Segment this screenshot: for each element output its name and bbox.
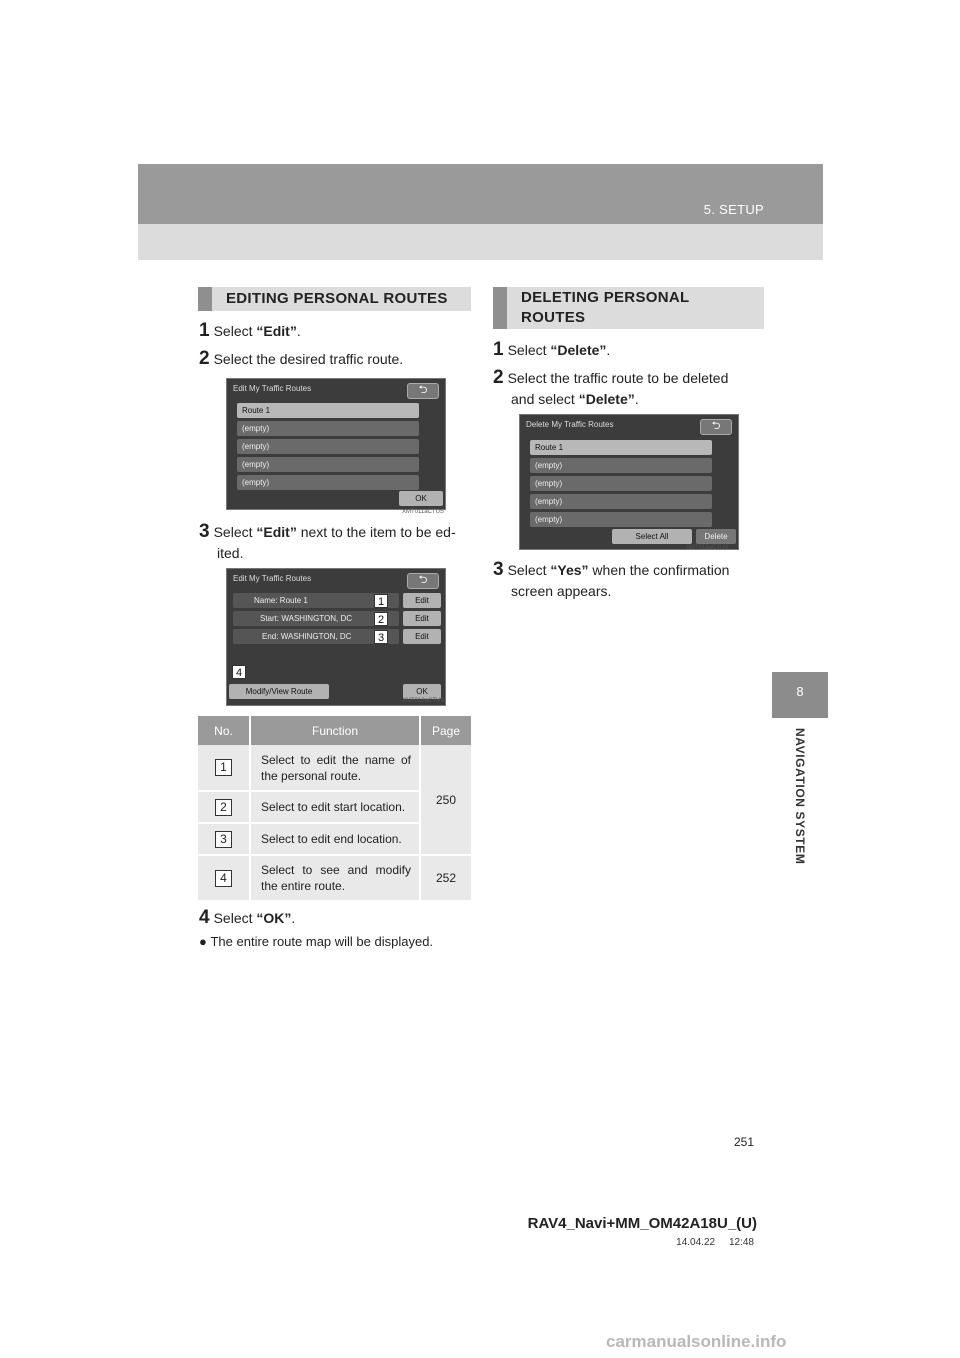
row-page: 250	[420, 745, 471, 855]
chapter-tab-number[interactable]: 8	[772, 672, 828, 718]
step-3-right: 3 Select “Yes” when the confirmation	[493, 559, 730, 580]
route-row[interactable]: (empty)	[237, 457, 419, 472]
edit-routes-screen	[226, 378, 446, 510]
figure-code: XMT013aCTUS	[686, 545, 729, 551]
callout-2: 2	[374, 612, 388, 626]
row-function: Select to edit the name of the personal route.	[250, 745, 420, 791]
edit-route-detail-screen	[226, 568, 446, 706]
select-all-button[interactable]: Select All	[612, 529, 692, 544]
edit-start-button[interactable]: Edit	[403, 611, 441, 626]
row-number: 4	[215, 870, 232, 887]
bullet-note: ● The entire route map will be displayed.	[199, 934, 434, 949]
back-icon[interactable]: ⮌	[407, 573, 439, 589]
route-row[interactable]: Route 1	[237, 403, 419, 418]
row-page: 252	[420, 855, 471, 901]
ok-button[interactable]: OK	[403, 684, 441, 699]
callout-3: 3	[374, 630, 388, 644]
route-row[interactable]: (empty)	[530, 476, 712, 491]
route-row[interactable]: (empty)	[237, 421, 419, 436]
step-1-right: 1 Select “Delete”.	[493, 339, 611, 360]
screen-title: Delete My Traffic Routes	[526, 420, 614, 429]
document-id: RAV4_Navi+MM_OM42A18U_(U)	[527, 1215, 757, 1232]
step-2-right-cont: and select “Delete”.	[511, 391, 639, 407]
route-row[interactable]: (empty)	[237, 475, 419, 490]
route-row[interactable]: (empty)	[530, 512, 712, 527]
col-header-function: Function	[250, 716, 420, 745]
end-row: End: WASHINGTON, DC	[233, 629, 399, 644]
print-datetime: 14.04.22 12:48	[676, 1237, 754, 1248]
edit-name-button[interactable]: Edit	[403, 593, 441, 608]
table-row	[198, 745, 471, 791]
step-2-right: 2 Select the traffic route to be deleted	[493, 367, 729, 388]
page-number: 251	[733, 1135, 754, 1149]
step-3-left-cont: ited.	[217, 545, 244, 561]
route-row[interactable]: (empty)	[530, 494, 712, 509]
route-row[interactable]: Route 1	[530, 440, 712, 455]
edit-end-button[interactable]: Edit	[403, 629, 441, 644]
table-row	[198, 855, 471, 901]
function-table	[198, 716, 471, 902]
section-label: 5. SETUP	[703, 202, 764, 217]
modify-view-route-button[interactable]: Modify/View Route	[229, 684, 329, 699]
delete-button[interactable]: Delete	[696, 529, 736, 544]
row-function: Select to see and modify the entire route.	[250, 855, 420, 901]
step-4-left: 4 Select “OK”.	[199, 907, 296, 928]
back-icon[interactable]: ⮌	[407, 383, 439, 399]
row-function: Select to edit end location.	[250, 823, 420, 855]
section-heading-editing: EDITING PERSONAL ROUTES	[198, 287, 471, 311]
bullet-icon: ●	[199, 934, 207, 949]
route-row[interactable]: (empty)	[237, 439, 419, 454]
delete-routes-screen	[519, 414, 739, 550]
ok-button[interactable]: OK	[399, 491, 443, 506]
row-number: 1	[215, 759, 232, 776]
section-heading-deleting: DELETING PERSONAL ROUTES	[493, 287, 764, 329]
step-3-right-cont: screen appears.	[511, 583, 612, 599]
screen-title: Edit My Traffic Routes	[233, 574, 312, 583]
header-subband	[138, 224, 823, 260]
back-icon[interactable]: ⮌	[700, 419, 732, 435]
route-row[interactable]: (empty)	[530, 458, 712, 473]
name-row: Name: Route 1	[233, 593, 399, 608]
figure-code: XMT012aCTUS	[402, 698, 445, 704]
step-2-left: 2 Select the desired traffic route.	[199, 348, 404, 369]
row-function: Select to edit start location.	[250, 791, 420, 823]
callout-1: 1	[374, 594, 388, 608]
step-3-left: 3 Select “Edit” next to the item to be ed-	[199, 521, 456, 542]
chapter-tab-label: NAVIGATION SYSTEM	[793, 728, 807, 865]
screen-title: Edit My Traffic Routes	[233, 384, 312, 393]
step-1-left: 1 Select “Edit”.	[199, 320, 301, 341]
watermark: carmanualsonline.info	[606, 1332, 787, 1351]
col-header-page: Page	[420, 716, 471, 745]
callout-4: 4	[232, 665, 246, 679]
row-number: 3	[215, 831, 232, 848]
start-row: Start: WASHINGTON, DC	[233, 611, 399, 626]
figure-code: XMT011aCTUS	[402, 509, 444, 515]
col-header-no: No.	[198, 716, 250, 745]
row-number: 2	[215, 799, 232, 816]
